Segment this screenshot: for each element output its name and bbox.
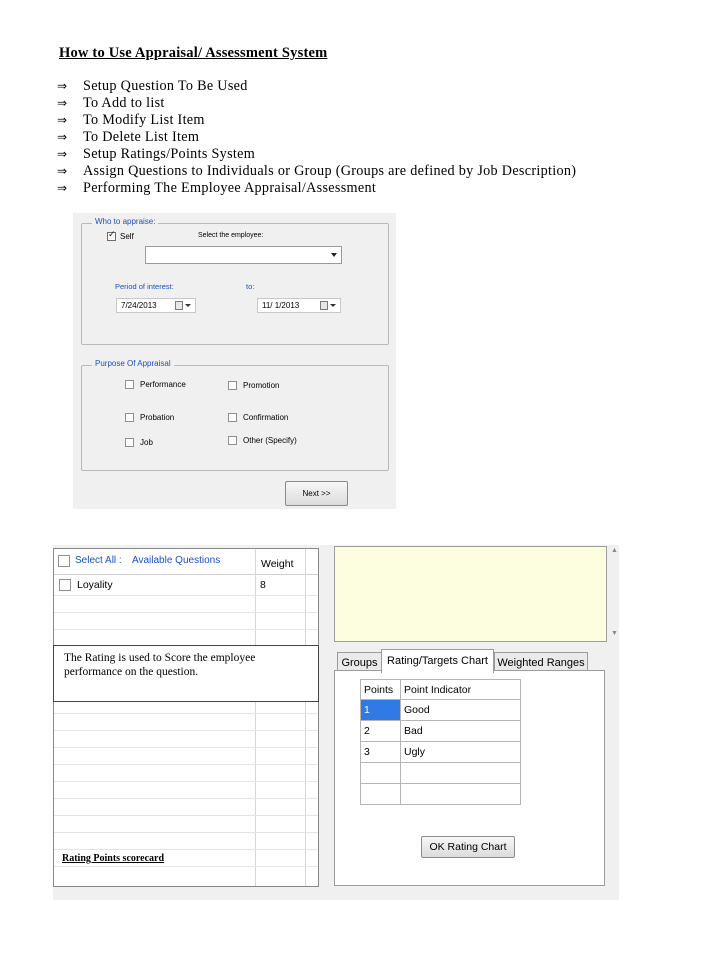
- row-divider: [54, 832, 318, 833]
- rating-points-scorecard-link[interactable]: Rating Points scorecard: [62, 853, 165, 864]
- table-row[interactable]: [361, 700, 521, 721]
- double-arrow-icon: ⇒: [57, 96, 68, 110]
- table-row[interactable]: [361, 721, 521, 742]
- double-arrow-icon: ⇒: [57, 181, 68, 195]
- select-employee-label: Select the employee:: [198, 232, 264, 239]
- other-specify-label: Other (Specify): [243, 436, 297, 445]
- indicator-cell[interactable]: Ugly: [401, 742, 521, 763]
- points-cell[interactable]: [361, 784, 401, 805]
- period-label: Period of interest:: [115, 282, 174, 291]
- purpose-of-appraisal-group: [81, 359, 389, 471]
- list-item: [57, 146, 576, 163]
- available-questions-grid: [53, 548, 319, 887]
- self-label: Self: [120, 232, 134, 241]
- other-specify-checkbox[interactable]: [228, 436, 237, 445]
- points-header: Points: [361, 680, 401, 700]
- indicator-cell[interactable]: [401, 784, 521, 805]
- list-item-text: Assign Questions to Individuals or Group (Groups are defined by Job Description): [83, 163, 577, 179]
- confirmation-label: Confirmation: [243, 413, 289, 422]
- from-date-value: 7/24/2013: [121, 301, 157, 310]
- rating-chart-tab-panel: [334, 670, 605, 886]
- promotion-label: Promotion: [243, 381, 280, 390]
- list-item-text: Performing The Employee Appraisal/Assessment: [83, 180, 377, 196]
- purpose-legend: Purpose Of Appraisal: [92, 359, 174, 368]
- list-item-text: To Delete List Item: [83, 129, 200, 145]
- weight-header: Weight: [261, 558, 294, 570]
- table-header-row: [361, 680, 521, 700]
- row-divider: [54, 764, 318, 765]
- ok-rating-chart-button[interactable]: OK Rating Chart: [421, 836, 515, 858]
- next-button[interactable]: Next >>: [285, 481, 348, 506]
- points-cell[interactable]: 3: [361, 742, 401, 763]
- points-cell[interactable]: [361, 763, 401, 784]
- performance-label: Performance: [140, 380, 186, 389]
- indicator-cell[interactable]: Bad: [401, 721, 521, 742]
- table-row[interactable]: [361, 784, 521, 805]
- probation-checkbox[interactable]: [125, 413, 134, 422]
- chevron-down-icon[interactable]: [185, 304, 191, 307]
- indicator-cell[interactable]: [401, 763, 521, 784]
- promotion-checkbox[interactable]: [228, 381, 237, 390]
- who-to-appraise-legend: Who to appraise:: [92, 217, 158, 226]
- self-checkbox[interactable]: [107, 232, 116, 241]
- table-row[interactable]: [54, 575, 318, 595]
- available-questions-header: Available Questions: [132, 555, 221, 566]
- points-cell[interactable]: 1: [361, 700, 401, 721]
- double-arrow-icon: ⇒: [57, 113, 68, 127]
- notes-scrollbar[interactable]: [610, 545, 619, 642]
- scroll-down-icon[interactable]: ▼: [611, 630, 618, 637]
- double-arrow-icon: ⇒: [57, 147, 68, 161]
- calendar-icon[interactable]: [175, 301, 183, 310]
- confirmation-checkbox[interactable]: [228, 413, 237, 422]
- instruction-list: [57, 78, 576, 197]
- list-item-text: To Add to list: [83, 95, 165, 111]
- double-arrow-icon: ⇒: [57, 130, 68, 144]
- list-item: [57, 95, 576, 112]
- job-checkbox[interactable]: [125, 438, 134, 447]
- double-arrow-icon: ⇒: [57, 164, 68, 178]
- row-divider: [54, 612, 318, 613]
- row-divider: [54, 849, 318, 850]
- list-item-text: To Modify List Item: [83, 112, 205, 128]
- row-divider: [54, 713, 318, 714]
- column-divider: [305, 549, 306, 887]
- select-all-checkbox[interactable]: [58, 555, 70, 567]
- calendar-icon[interactable]: [320, 301, 328, 310]
- row-divider: [54, 595, 318, 596]
- list-item: [57, 180, 576, 197]
- row-divider: [54, 781, 318, 782]
- list-item: [57, 129, 576, 146]
- to-label: to:: [246, 282, 255, 291]
- list-item: [57, 163, 576, 180]
- double-arrow-icon: ⇒: [57, 79, 68, 93]
- list-item: [57, 78, 576, 95]
- list-item-text: Setup Question To Be Used: [83, 78, 248, 94]
- performance-checkbox[interactable]: [125, 380, 134, 389]
- tab-rating-targets-chart[interactable]: Rating/Targets Chart: [381, 649, 494, 673]
- row-divider: [54, 730, 318, 731]
- row-divider: [54, 798, 318, 799]
- select-all-label: Select All :: [75, 555, 122, 566]
- indicator-cell[interactable]: Good: [401, 700, 521, 721]
- row-divider: [54, 629, 318, 630]
- grid-header: [54, 549, 318, 575]
- weight-cell: 8: [260, 579, 266, 591]
- to-date-picker[interactable]: [257, 298, 341, 313]
- list-item: [57, 112, 576, 129]
- chevron-down-icon[interactable]: [330, 304, 336, 307]
- rating-setup-panel: [53, 545, 619, 900]
- rating-callout: The Rating is used to Score the employee performance on the question.: [53, 645, 319, 702]
- row-divider: [54, 747, 318, 748]
- list-item-text: Setup Ratings/Points System: [83, 146, 256, 162]
- who-to-appraise-group: [81, 217, 389, 345]
- points-cell[interactable]: 2: [361, 721, 401, 742]
- table-row[interactable]: [361, 742, 521, 763]
- question-notes-area[interactable]: [334, 546, 607, 642]
- point-indicator-header: Point Indicator: [401, 680, 521, 700]
- row-checkbox[interactable]: [59, 579, 71, 591]
- document-title: How to Use Appraisal/ Assessment System: [59, 45, 328, 61]
- column-divider: [255, 549, 256, 887]
- table-row[interactable]: [361, 763, 521, 784]
- question-cell: Loyality: [77, 579, 113, 591]
- tab-weighted-ranges[interactable]: Weighted Ranges: [494, 652, 588, 672]
- from-date-picker[interactable]: [116, 298, 196, 313]
- rating-points-table: [360, 679, 521, 805]
- row-divider: [54, 815, 318, 816]
- to-date-value: 11/ 1/2013: [262, 301, 300, 310]
- job-label: Job: [140, 438, 153, 447]
- appraisal-form-panel: [73, 213, 396, 509]
- scroll-up-icon[interactable]: ▲: [611, 547, 618, 554]
- probation-label: Probation: [140, 413, 175, 422]
- row-divider: [54, 866, 318, 867]
- chevron-down-icon: [331, 253, 337, 257]
- employee-dropdown[interactable]: [145, 246, 342, 264]
- tab-groups[interactable]: Groups: [337, 652, 382, 672]
